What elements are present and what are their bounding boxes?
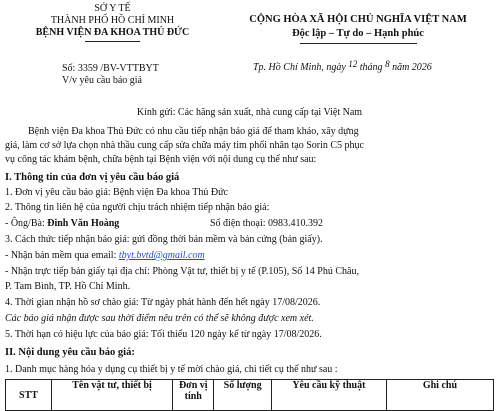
- col-stt: STT: [6, 380, 52, 411]
- item-4: 4. Thời gian nhận hồ sơ chào giá: Từ ngày phát hành đến hết ngày 17/08/2026.: [5, 297, 321, 308]
- issue-date: [253, 59, 432, 73]
- contact-person: [5, 218, 119, 230]
- email-link[interactable]: tbyt.bvtd@gmail.com: [118, 250, 205, 261]
- date-month-word: tháng: [357, 62, 386, 73]
- section-1-heading: I. Thông tin của đơn vị yêu cầu báo giá: [5, 172, 180, 183]
- date-prefix: Tp. Hồ Chí Minh, ngày: [253, 62, 349, 73]
- col-notes: Ghi chú: [386, 380, 493, 411]
- greeting: Kính gửi: Các hãng sản xuất, nhà cung cấp tại Việt Nam: [136, 107, 363, 118]
- item-1: 1. Đơn vị yêu cầu báo giá: Bệnh viện Đa khoa Thủ Đức: [5, 187, 228, 198]
- date-day: 12: [348, 59, 358, 69]
- item-3: 3. Cách thức tiếp nhận báo giá: gửi đồng thời bản mềm và bản cứng (bản giấy).: [5, 234, 323, 245]
- date-month: 8: [385, 59, 390, 69]
- item-2: 2. Thông tin liên hệ của người chịu trách nhiệm tiếp nhận báo giá:: [5, 202, 270, 213]
- document-number: Số: 3359 /BV-VTTBYT: [62, 63, 159, 74]
- email-label: - Nhận bản mềm qua email:: [5, 250, 119, 261]
- intro-line-1: Bệnh viện Đa khoa Thủ Đức có nhu cầu tiếp nhận báo giá để tham khảo, xây dựng: [28, 126, 359, 137]
- late-quote-note: Các báo giá nhận được sau thời điểm nêu trên có thể sẽ không được xem xét.: [5, 313, 314, 324]
- header-right-underline: [300, 43, 417, 44]
- col-technical-requirements: Yêu cầu kỹ thuật: [271, 380, 386, 411]
- hospital-name: BỆNH VIỆN ĐA KHOA THỦ ĐỨC: [35, 27, 190, 38]
- date-year: năm 2026: [389, 62, 432, 73]
- items-table: [5, 379, 494, 411]
- national-motto: Độc lập – Tự do – Hạnh phúc: [292, 28, 424, 39]
- intro-line-2: giá, làm cơ sở lựa chọn nhà thầu cung cấp sửa chữa máy tim phổi nhân tạo Sorin C5 phục: [5, 140, 364, 151]
- contact-name: Đinh Văn Hoàng: [47, 218, 120, 229]
- table-header-row: [6, 380, 494, 411]
- email-row: [5, 250, 205, 262]
- issuing-city: THÀNH PHỐ HỒ CHÍ MINH: [50, 15, 175, 26]
- list-intro: 1. Danh mục hàng hóa y dụng cụ thiết bị y tế mời chào giá, chi tiết cụ thể như sau :: [5, 364, 338, 375]
- col-item-name: Tên vật tư, thiết bị: [51, 380, 172, 411]
- section-2-heading: II. Nội dung yêu cầu báo giá:: [5, 347, 135, 358]
- col-unit: Đơn vị tính: [173, 380, 214, 411]
- col-quantity: Số lượng: [214, 380, 271, 411]
- item-5: 5. Thời hạn có hiệu lực của báo giá: Tối thiểu 120 ngày kể từ ngày 17/08/2026.: [5, 329, 322, 340]
- contact-label: - Ông/Bà:: [5, 218, 48, 229]
- issuing-department: SỞ Y TẾ: [94, 3, 131, 14]
- nation-title: CỘNG HÒA XÃ HỘI CHỦ NGHĨA VIỆT NAM: [249, 14, 467, 25]
- document-subject: V/v yêu cầu báo giá: [62, 75, 142, 86]
- paper-address-line-1: - Nhận trực tiếp bản giấy tại địa chỉ: Phòng Vật tư, thiết bị y tế (P.105), Số 14 Phú Châu,: [5, 266, 359, 277]
- contact-phone: Số điện thoại: 0983.410.392: [210, 218, 324, 229]
- header-left-underline: [85, 41, 140, 42]
- intro-line-3: vụ công tác khám bệnh, chữa bệnh tại Bệnh viện với nội dung cụ thể như sau:: [5, 154, 317, 165]
- paper-address-line-2: P. Tam Bình, TP. Hồ Chí Minh.: [5, 281, 131, 292]
